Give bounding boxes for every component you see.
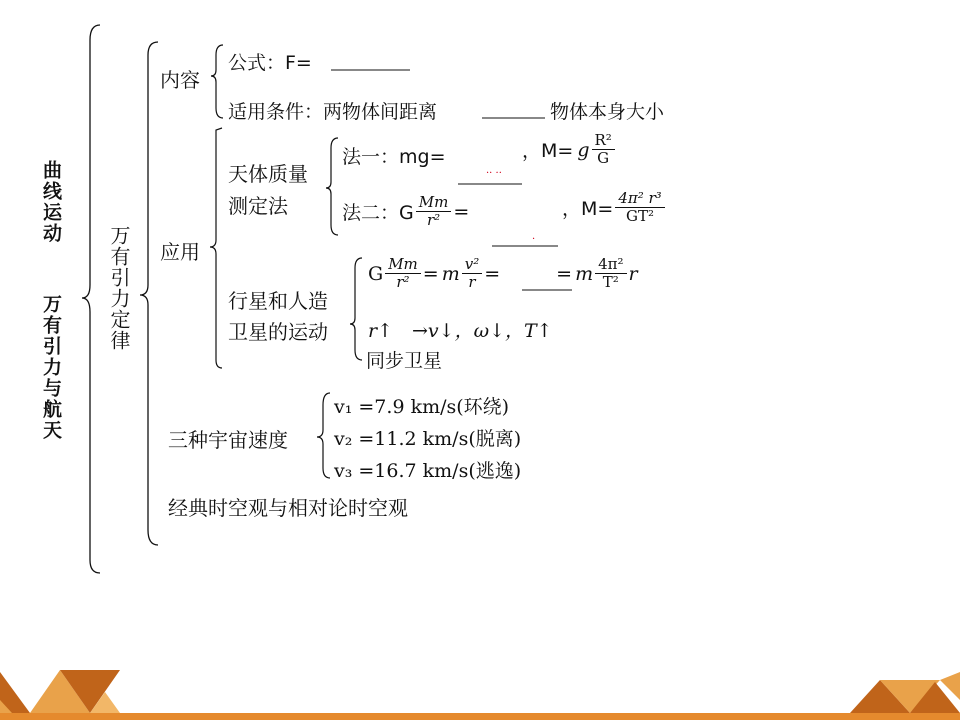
eq-num1: Mm [385,256,421,274]
method2-eq: = [453,200,470,223]
law-title: 万有引力定律 [107,225,131,351]
eq-num3: 4π² [595,256,626,274]
method2-result-label: ，M= [562,198,614,220]
condition-prefix: 适用条件：两物体间距离 [228,101,438,123]
planet-label-2: 卫星的运动 [228,320,328,344]
method1-den: G [597,149,610,167]
footer-bar [0,713,960,720]
eq-eq1: = [422,262,439,285]
formula-text: 公式：F= [228,52,312,74]
method1-mark: ·· ·· [486,168,502,179]
method1-g: g [577,138,590,161]
content-label: 内容 [160,68,200,92]
eq-eq3: = [556,262,573,285]
cosmic-speed-v2: v₂ =11.2 km/s(脱离) [334,428,522,450]
method2-num: Mm [416,194,452,212]
planet-label-1: 行星和人造 [228,289,328,313]
eq-m: m [441,262,460,285]
eq-num2: v² [462,256,483,274]
method2-res-num: 4π² r³ [615,190,664,208]
method2-prefix: 法二：G [342,202,414,224]
application-label: 应用 [160,240,200,264]
eq-G: G [368,262,384,285]
method1-num: R² [592,132,615,150]
mass-method-label-2: 测定法 [228,194,288,218]
eq-den3: T² [602,273,619,291]
sync-satellite: 同步卫星 [366,350,443,372]
cosmic-speed-v3: v₃ =16.7 km/s(逃逸) [334,460,522,482]
cosmic-speed-v1: v₁ =7.9 km/s(环绕) [334,396,510,418]
condition-suffix: 物体本身大小 [550,101,665,123]
eq-den1: r² [396,273,410,291]
trend-text: r↑ →v↓，ω↓，T↑ [368,320,553,342]
cosmic-speed-label: 三种宇宙速度 [168,428,288,452]
method1-prefix: 法一：mg= [342,146,446,168]
eq-eq2: = [484,262,501,285]
eq-den2: r [468,273,476,291]
method2-res-den: GT² [626,207,655,225]
root-title-line1: 曲线运动 [40,160,62,244]
method1-result-label: ，M= [522,140,574,162]
method2-den: r² [426,211,441,229]
eq-m2: m [575,262,594,285]
mass-method-label-1: 天体质量 [228,162,308,186]
eq-r: r [628,262,638,285]
spacetime-text: 经典时空观与相对论时空观 [168,496,408,520]
root-title-line2: 万有引力与航天 [40,294,62,441]
method2-mark: · [532,234,536,245]
